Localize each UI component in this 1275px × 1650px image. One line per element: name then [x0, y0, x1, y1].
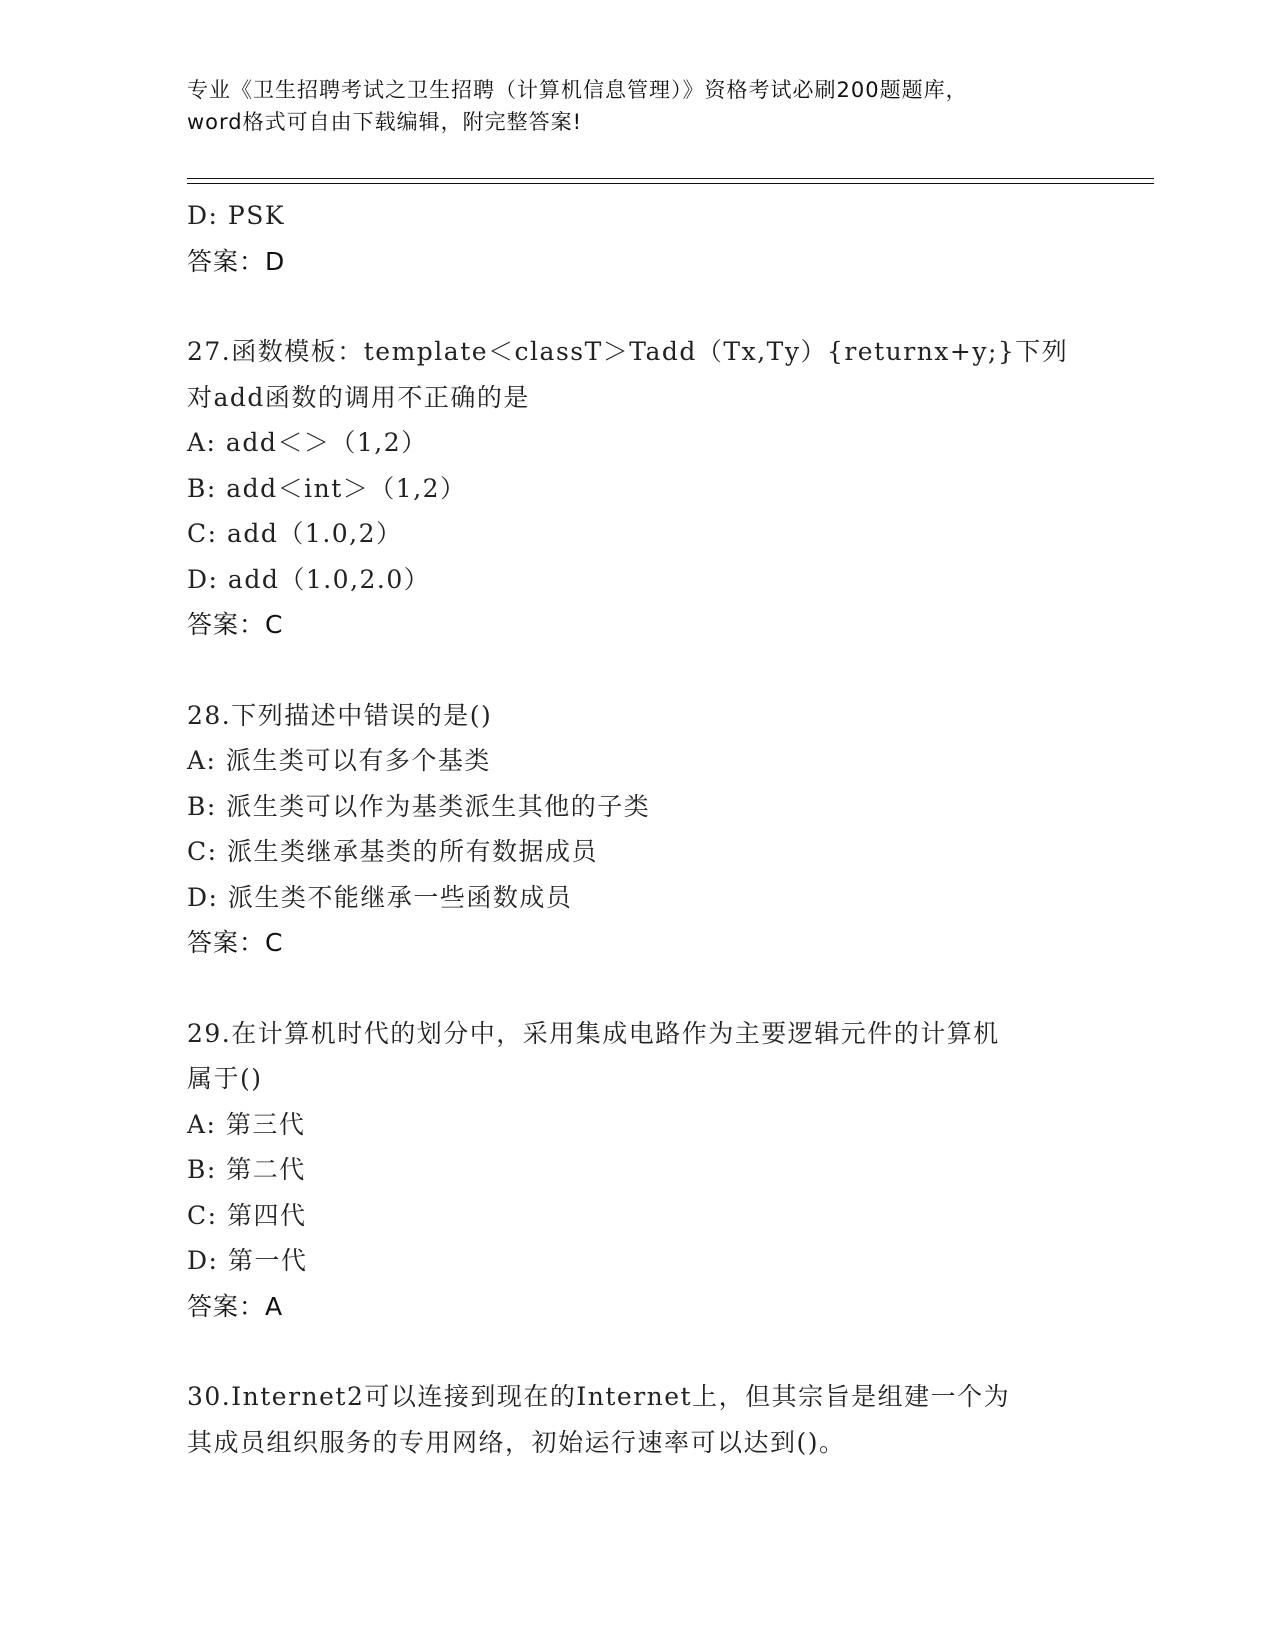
- answer-label: 答案：C: [187, 610, 284, 639]
- question-stem-continued: 属于(): [187, 1064, 263, 1093]
- answer-label: 答案：C: [187, 928, 284, 957]
- question-stem: 27.函数模板：template＜classT＞Tadd（Tx,Ty）{returnx+y;}下列: [187, 337, 1069, 366]
- question-stem: 30.Internet2可以连接到现在的Internet上，但其宗旨是组建一个为: [187, 1382, 1011, 1411]
- answer-label: 答案：A: [187, 1291, 284, 1321]
- spacer: [187, 648, 1087, 693]
- spacer: [187, 284, 1087, 329]
- question-29: [187, 1011, 1087, 1330]
- question-30: [187, 1374, 1087, 1465]
- spacer: [187, 1329, 1087, 1374]
- question-stem-continued: 其成员组织服务的专用网络，初始运行速率可以达到()。: [187, 1427, 846, 1457]
- question-list: [187, 193, 1087, 1465]
- option-d: D: 派生类不能继承一些函数成员: [187, 882, 573, 912]
- option-a: A: 第三代: [187, 1109, 306, 1139]
- option-c: C: 派生类继承基类的所有数据成员: [187, 837, 598, 866]
- question-27: [187, 329, 1087, 648]
- question-stem-continued: 对add函数的调用不正确的是: [187, 382, 530, 412]
- option-a: A: 派生类可以有多个基类: [187, 746, 491, 775]
- option-b: B: 第二代: [187, 1155, 306, 1184]
- question-28: [187, 693, 1087, 966]
- option-d: D: add（1.0,2.0）: [187, 564, 431, 594]
- option-d: D: PSK: [187, 201, 286, 230]
- question-stem: 29.在计算机时代的划分中，采用集成电路作为主要逻辑元件的计算机: [187, 1018, 1000, 1048]
- answer-label: 答案：D: [187, 246, 286, 276]
- question-stem: 28.下列描述中错误的是(): [187, 700, 493, 730]
- header-double-rule: [187, 178, 1154, 184]
- option-c: C: 第四代: [187, 1200, 307, 1230]
- option-c: C: add（1.0,2）: [187, 519, 403, 548]
- header-title-line-2: word格式可自由下载编辑，附完整答案!: [187, 110, 583, 134]
- header-title-line-1: 专业《卫生招聘考试之卫生招聘（计算机信息管理）》资格考试必刷200题题库，: [187, 78, 968, 102]
- page-header: [187, 74, 1087, 138]
- option-a: A: add＜＞（1,2）: [187, 428, 428, 457]
- option-b: B: add＜int＞（1,2）: [187, 473, 467, 503]
- option-d: D: 第一代: [187, 1246, 308, 1275]
- spacer: [187, 966, 1087, 1011]
- option-b: B: 派生类可以作为基类派生其他的子类: [187, 791, 651, 821]
- question-26-tail: [187, 193, 1087, 284]
